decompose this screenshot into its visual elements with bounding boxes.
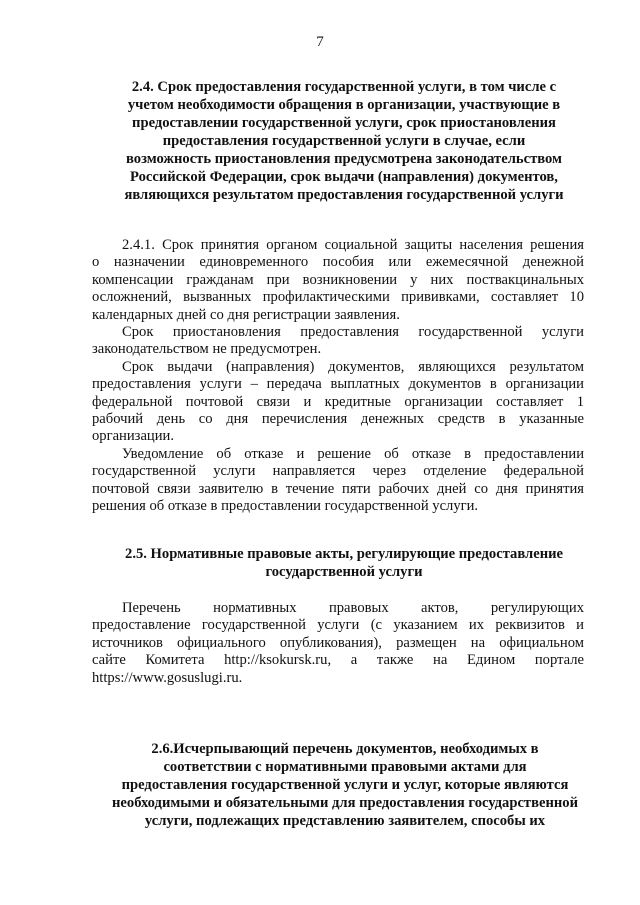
body-line: о назначении единовременного пособия или ежемесячной денежной: [92, 254, 584, 271]
body-line: Уведомление об отказе и решение об отказе в предоставлении: [122, 445, 584, 462]
body-line: предоставление государственной услуги (с указанием их реквизитов и: [92, 617, 584, 634]
heading-line: являющихся результатом предоставления государственной услуги: [124, 187, 564, 203]
body-line: https://www.gosuslugi.ru.: [92, 669, 243, 686]
body-line: федеральной почтовой связи и кредитные организации составляет 1: [92, 393, 584, 410]
page-number: 7: [316, 34, 324, 50]
heading-line: 2.5. Нормативные правовые акты, регулирующие предоставление: [125, 546, 563, 562]
heading-line: возможность приостановления предусмотрена законодательством: [126, 151, 562, 167]
body-line: осложнений, вызванных профилактическими прививками, составляет 10: [92, 289, 584, 306]
section-2-6-heading: [100, 740, 590, 830]
body-line: рабочий день со дня перечисления денежных средств в указанные: [92, 411, 584, 428]
heading-line: государственной услуги: [265, 564, 423, 580]
body-line: компенсации гражданам при возникновении у них поствакцинальных: [92, 271, 584, 288]
body-line: сайте Комитета http://ksokursk.ru, а также на Едином портале: [92, 652, 584, 669]
body-line: Срок приостановления предоставления государственной услуги: [122, 324, 584, 341]
section-2-4-body: [92, 237, 584, 516]
heading-line: Российской Федерации, срок выдачи (направления) документов,: [130, 169, 558, 185]
body-line: 2.4.1. Срок принятия органом социальной защиты населения решения: [122, 237, 584, 253]
heading-line: предоставления государственной услуги в случае, если: [162, 133, 526, 149]
body-line: государственной услуги направляется через отделение федеральной: [92, 463, 584, 480]
body-line: почтовой связи заявителю в течение пяти рабочих дней со дня принятия: [92, 480, 584, 497]
body-line: решения об отказе в предоставлении государственной услуги.: [92, 498, 479, 515]
section-2-5-heading: [88, 545, 600, 581]
body-line: источников официального опубликования), размещен на официальном: [92, 634, 584, 651]
section-2-4-heading: [88, 78, 600, 204]
section-2-5-body: [92, 600, 584, 687]
body-line: Срок выдачи (направления) документов, являющихся результатом: [122, 358, 584, 375]
heading-line: соответствии с нормативными правовыми актами для: [163, 759, 527, 775]
body-line: Перечень нормативных правовых актов, регулирующих: [122, 600, 584, 616]
heading-line: услуги, подлежащих представлению заявителем, способы их: [144, 813, 546, 829]
body-line: предоставления услуги – передача выплатных документов в организации: [92, 376, 584, 393]
heading-line: 2.6.Исчерпывающий перечень документов, необходимых в: [151, 741, 539, 757]
heading-line: учетом необходимости обращения в организации, участвующие в: [127, 97, 561, 113]
heading-line: предоставлении государственной услуги, срок приостановления: [132, 115, 556, 131]
heading-line: предоставления государственной услуги и услуг, которые являются: [121, 777, 569, 793]
body-line: календарных дней со дня регистрации заявления.: [92, 306, 400, 323]
body-line: законодательством не предусмотрен.: [92, 341, 322, 358]
heading-line: 2.4. Срок предоставления государственной услуги, в том числе с: [131, 79, 557, 95]
body-line: организации.: [92, 428, 174, 445]
heading-line: необходимыми и обязательными для предоставления государственной: [112, 795, 578, 811]
